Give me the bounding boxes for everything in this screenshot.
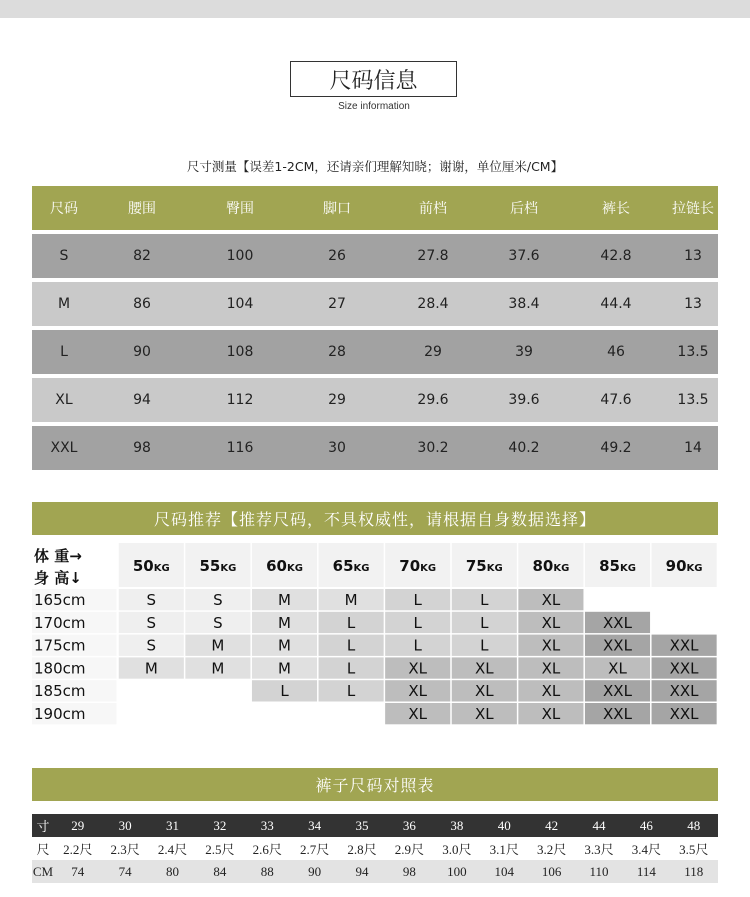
conversion-cell: 88 [260, 863, 274, 879]
size-cell: 13 [684, 248, 702, 264]
top-bar [0, 0, 750, 18]
size-cell: 40.2 [508, 440, 540, 456]
recommend-size: L [346, 613, 356, 632]
page-title: 尺码信息 [290, 61, 457, 97]
size-cell: 86 [133, 296, 151, 312]
conversion-cell: 32 [213, 817, 227, 833]
size-cell: L [60, 344, 68, 360]
recommend-size: L [480, 636, 489, 655]
recommend-size: M [278, 613, 291, 632]
conversion-cell: 48 [687, 817, 701, 833]
recommend-size: XL [408, 682, 428, 701]
size-cell: XL [55, 392, 73, 408]
header-cell: 尺码 [50, 201, 78, 217]
conversion-cell: 3.1尺 [489, 842, 519, 857]
conversion-cell: 94 [355, 863, 369, 879]
weight-header: 65KG [332, 557, 370, 575]
conversion-cell: 2.9尺 [394, 842, 425, 857]
recommend-size: S [146, 636, 157, 655]
conversion-cell: 35 [355, 817, 369, 833]
recommend-size: XL [408, 659, 428, 678]
size-cell: 108 [226, 344, 254, 360]
conversion-cell: 42 [545, 817, 559, 833]
weight-header: 70KG [399, 557, 437, 575]
size-cell: 14 [684, 440, 702, 456]
height-label: 185cm [34, 682, 86, 701]
size-cell: 49.2 [600, 440, 632, 456]
size-cell: 29.6 [417, 392, 449, 408]
size-cell: 47.6 [600, 392, 632, 408]
recommend-size: XL [474, 659, 494, 678]
size-cell: 38.4 [508, 296, 540, 312]
weight-header: 60KG [266, 557, 303, 575]
conversion-row [32, 860, 718, 883]
conversion-cell: 3.3尺 [584, 842, 614, 857]
recommend-size: XL [541, 636, 561, 655]
recommend-size: XXL [603, 682, 632, 701]
conversion-row-label: 寸 [36, 819, 50, 834]
recommend-cell [652, 589, 717, 610]
size-table-header [32, 186, 718, 230]
recommend-size: L [346, 636, 356, 655]
recommend-size: M [344, 591, 358, 609]
size-cell: S [59, 248, 69, 264]
weight-header: 75KG [465, 557, 503, 575]
recommend-size: L [413, 591, 422, 609]
size-cell: 26 [328, 248, 346, 264]
recommend-cell [319, 703, 384, 724]
conversion-cell: 110 [589, 863, 609, 879]
measurement-note: 尺寸测量【误差1-2CM，还请亲们理解知晓；谢谢，单位厘米/CM】 [186, 159, 564, 174]
conversion-cell: 2.2尺 [63, 842, 93, 857]
recommend-size: S [213, 613, 223, 632]
header-cell: 腰围 [128, 201, 156, 217]
recommend-size: L [346, 659, 356, 678]
conversion-cell: 84 [213, 863, 227, 879]
conversion-row-label: 尺 [36, 842, 50, 857]
weight-header: 85KG [599, 557, 636, 575]
conversion-cell: 30 [118, 817, 132, 833]
size-table-row [32, 282, 718, 326]
conversion-cell: 44 [592, 817, 606, 833]
conversion-cell: 104 [494, 863, 514, 879]
weight-header: 50KG [132, 557, 170, 575]
conversion-cell: 3.0尺 [442, 842, 472, 857]
conversion-table [32, 814, 718, 883]
size-cell: 94 [133, 392, 151, 408]
size-cell: 27 [328, 296, 346, 312]
recommend-size: XXL [603, 705, 632, 723]
recommend-size: M [278, 659, 291, 678]
conversion-cell: 33 [260, 817, 274, 833]
conversion-cell: 118 [684, 863, 704, 879]
recommend-size: XXL [669, 705, 699, 723]
size-cell: 112 [226, 392, 254, 408]
conversion-cell: 2.3尺 [110, 842, 140, 857]
page-subtitle: Size information [338, 101, 410, 112]
recommend-cell [119, 680, 184, 701]
recommend-size: L [413, 636, 422, 655]
height-label: 180cm [34, 659, 86, 678]
conversion-row [32, 814, 718, 837]
height-label: 165cm [34, 591, 86, 609]
recommend-size: L [480, 613, 489, 632]
recommend-cell [652, 612, 717, 633]
recommend-size: XL [474, 682, 494, 701]
size-cell: 82 [133, 248, 151, 264]
conversion-cell: 80 [165, 863, 179, 879]
conversion-cell: 2.4尺 [157, 842, 188, 857]
size-cell: M [57, 296, 71, 312]
size-cell: 13.5 [677, 392, 709, 408]
recommend-cell [119, 703, 184, 724]
height-label: 170cm [34, 613, 86, 632]
recommend-cell [185, 680, 250, 701]
recommend-size: L [280, 682, 289, 701]
conversion-cell: 34 [308, 817, 322, 833]
conversion-title: 裤子尺码对照表 [32, 768, 718, 801]
size-cell: 28.4 [417, 296, 449, 312]
conversion-cell: 3.5尺 [679, 842, 709, 857]
recommend-size: XXL [669, 659, 699, 678]
conversion-cell: 106 [541, 863, 562, 879]
size-cell: 29 [424, 344, 442, 360]
conversion-cell: 3.2尺 [536, 842, 567, 857]
recommend-grid [32, 543, 718, 728]
conversion-cell: 46 [639, 817, 653, 833]
header-cell: 脚口 [323, 201, 351, 217]
recommend-title: 尺码推荐【推荐尺码，不具权威性，请根据自身数据选择】 [32, 502, 718, 535]
conversion-cell: 40 [497, 817, 511, 833]
size-cell: 28 [328, 344, 346, 360]
conversion-cell: 36 [402, 817, 416, 833]
recommend-size: L [480, 591, 489, 609]
recommend-size: S [146, 613, 157, 632]
conversion-cell: 3.4尺 [631, 842, 662, 857]
size-cell: 27.8 [417, 248, 449, 264]
conversion-row [32, 837, 718, 860]
conversion-cell: 74 [118, 863, 132, 879]
header-cell: 前档 [419, 201, 447, 217]
recommend-size: XXL [603, 636, 632, 655]
conversion-cell: 2.5尺 [205, 842, 235, 857]
recommend-size: XL [408, 705, 428, 723]
recommend-size: XXL [603, 613, 632, 632]
recommend-cell [585, 589, 650, 610]
size-cell: 13.5 [677, 344, 709, 360]
size-table-row [32, 378, 718, 422]
weight-header: 90KG [665, 557, 703, 575]
recommend-size: XL [541, 591, 561, 609]
recommend-size: XXL [669, 682, 699, 701]
corner-weight-label: 体 重→ [34, 547, 82, 565]
conversion-cell: 114 [636, 863, 656, 879]
recommend-size: M [211, 659, 225, 678]
recommend-size: XL [474, 705, 494, 723]
conversion-cell: 90 [308, 863, 322, 879]
header-cell: 拉链长 [672, 201, 714, 217]
size-cell: 30 [328, 440, 346, 456]
conversion-cell: 29 [71, 817, 85, 833]
conversion-cell: 100 [447, 863, 467, 879]
size-cell: 30.2 [417, 440, 449, 456]
size-table [32, 186, 718, 474]
conversion-cell: 2.7尺 [300, 842, 330, 857]
recommend-cell [252, 703, 317, 724]
weight-header: 55KG [199, 557, 237, 575]
recommend-size: XL [541, 682, 561, 701]
conversion-cell: 2.6尺 [252, 842, 282, 857]
conversion-cell: 74 [71, 863, 85, 879]
size-cell: 100 [226, 248, 254, 264]
recommend-size: M [211, 636, 225, 655]
corner-height-label: 身 高↓ [34, 569, 82, 587]
recommend-size: M [278, 591, 291, 609]
size-cell: 37.6 [508, 248, 540, 264]
recommend-cell [185, 703, 250, 724]
size-cell: 116 [226, 440, 254, 456]
conversion-cell: 98 [402, 863, 416, 879]
recommend-size: S [146, 591, 157, 609]
recommend-size: XL [541, 659, 561, 678]
size-cell: 42.8 [600, 248, 632, 264]
height-label: 175cm [34, 636, 86, 655]
size-table-row [32, 330, 718, 374]
size-cell: 39.6 [508, 392, 540, 408]
size-table-row [32, 426, 718, 470]
size-cell: 98 [133, 440, 151, 456]
recommend-size: L [346, 682, 356, 701]
size-cell: XXL [50, 440, 78, 456]
conversion-row-label: CM [32, 863, 54, 879]
recommend-size: XL [541, 613, 561, 632]
size-table-row [32, 234, 718, 278]
size-cell: 13 [684, 296, 702, 312]
size-cell: 104 [226, 296, 254, 312]
conversion-cell: 38 [450, 817, 464, 833]
header-cell: 裤长 [602, 201, 630, 217]
recommend-size: M [278, 636, 291, 655]
recommend-size: XL [541, 705, 561, 723]
size-cell: 90 [133, 344, 151, 360]
recommend-size: L [413, 613, 422, 632]
recommend-size: XL [608, 659, 627, 678]
weight-header: 80KG [532, 557, 570, 575]
conversion-cell: 2.8尺 [347, 842, 377, 857]
conversion-cell: 31 [165, 817, 179, 833]
height-label: 190cm [34, 705, 86, 723]
header-cell: 臀围 [226, 201, 254, 217]
size-cell: 29 [328, 392, 346, 408]
size-cell: 44.4 [600, 296, 632, 312]
size-cell: 39 [515, 344, 533, 360]
recommend-size: XXL [669, 636, 699, 655]
header-cell: 后档 [510, 201, 538, 217]
size-cell: 46 [607, 344, 625, 360]
recommend-size: M [144, 659, 158, 678]
recommend-size: S [213, 591, 223, 609]
